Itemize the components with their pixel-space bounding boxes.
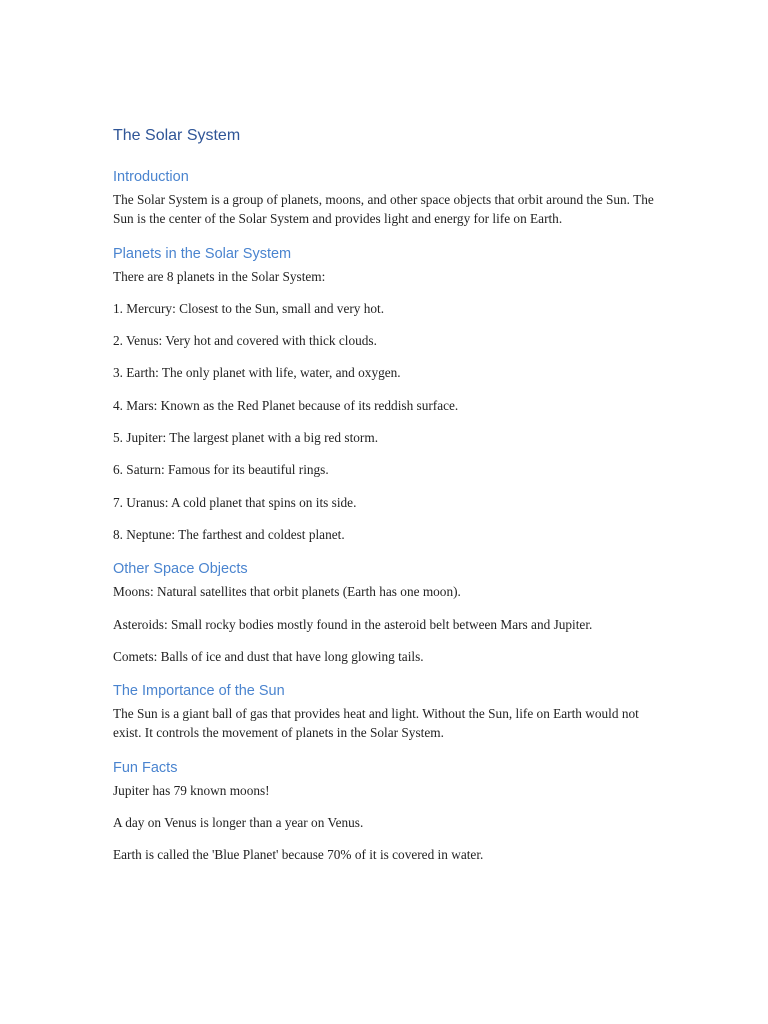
section-planets [113,245,658,545]
paragraph: A day on Venus is longer than a year on Venus. [113,815,364,831]
list-item: 6. Saturn: Famous for its beautiful rings. [113,462,329,478]
document-title: The Solar System [113,127,241,144]
paragraph: There are 8 planets in the Solar System: [113,268,326,284]
section-heading: Planets in the Solar System [113,245,292,262]
paragraph: Comets: Balls of ice and dust that have long glowing tails. [113,648,424,664]
paragraph: The Sun is a giant ball of gas that provides heat and light. Without the Sun, life on Earth would not exist. It controls the movement of planets in the Solar System. [113,706,639,741]
paragraph: Moons: Natural satellites that orbit planets (Earth has one moon). [113,584,461,600]
section-heading: Fun Facts [113,759,178,776]
section-importance-of-sun [113,682,658,743]
list-item: 3. Earth: The only planet with life, water, and oxygen. [113,365,401,381]
section-fun-facts [113,759,658,865]
list-item: 1. Mercury: Closest to the Sun, small and very hot. [113,300,385,316]
paragraph: Asteroids: Small rocky bodies mostly found in the asteroid belt between Mars and Jupiter. [113,616,593,632]
paragraph: Jupiter has 79 known moons! [113,782,270,798]
list-item: 4. Mars: Known as the Red Planet because of its reddish surface. [113,397,459,413]
paragraph: The Solar System is a group of planets, moons, and other space objects that orbit around the Sun. The Sun is the center of the Solar System and provides light and energy for life on Earth. [113,192,654,227]
section-heading: The Importance of the Sun [113,683,285,700]
section-other-space-objects [113,560,658,666]
section-introduction [113,168,658,229]
list-item: 2. Venus: Very hot and covered with thick clouds. [113,333,377,349]
document-page [113,126,658,881]
section-heading: Other Space Objects [113,561,248,578]
section-heading: Introduction [113,169,189,185]
paragraph: Earth is called the 'Blue Planet' because 70% of it is covered in water. [113,847,484,863]
list-item: 8. Neptune: The farthest and coldest planet. [113,526,345,542]
list-item: 7. Uranus: A cold planet that spins on its side. [113,494,357,510]
list-item: 5. Jupiter: The largest planet with a big red storm. [113,430,379,446]
